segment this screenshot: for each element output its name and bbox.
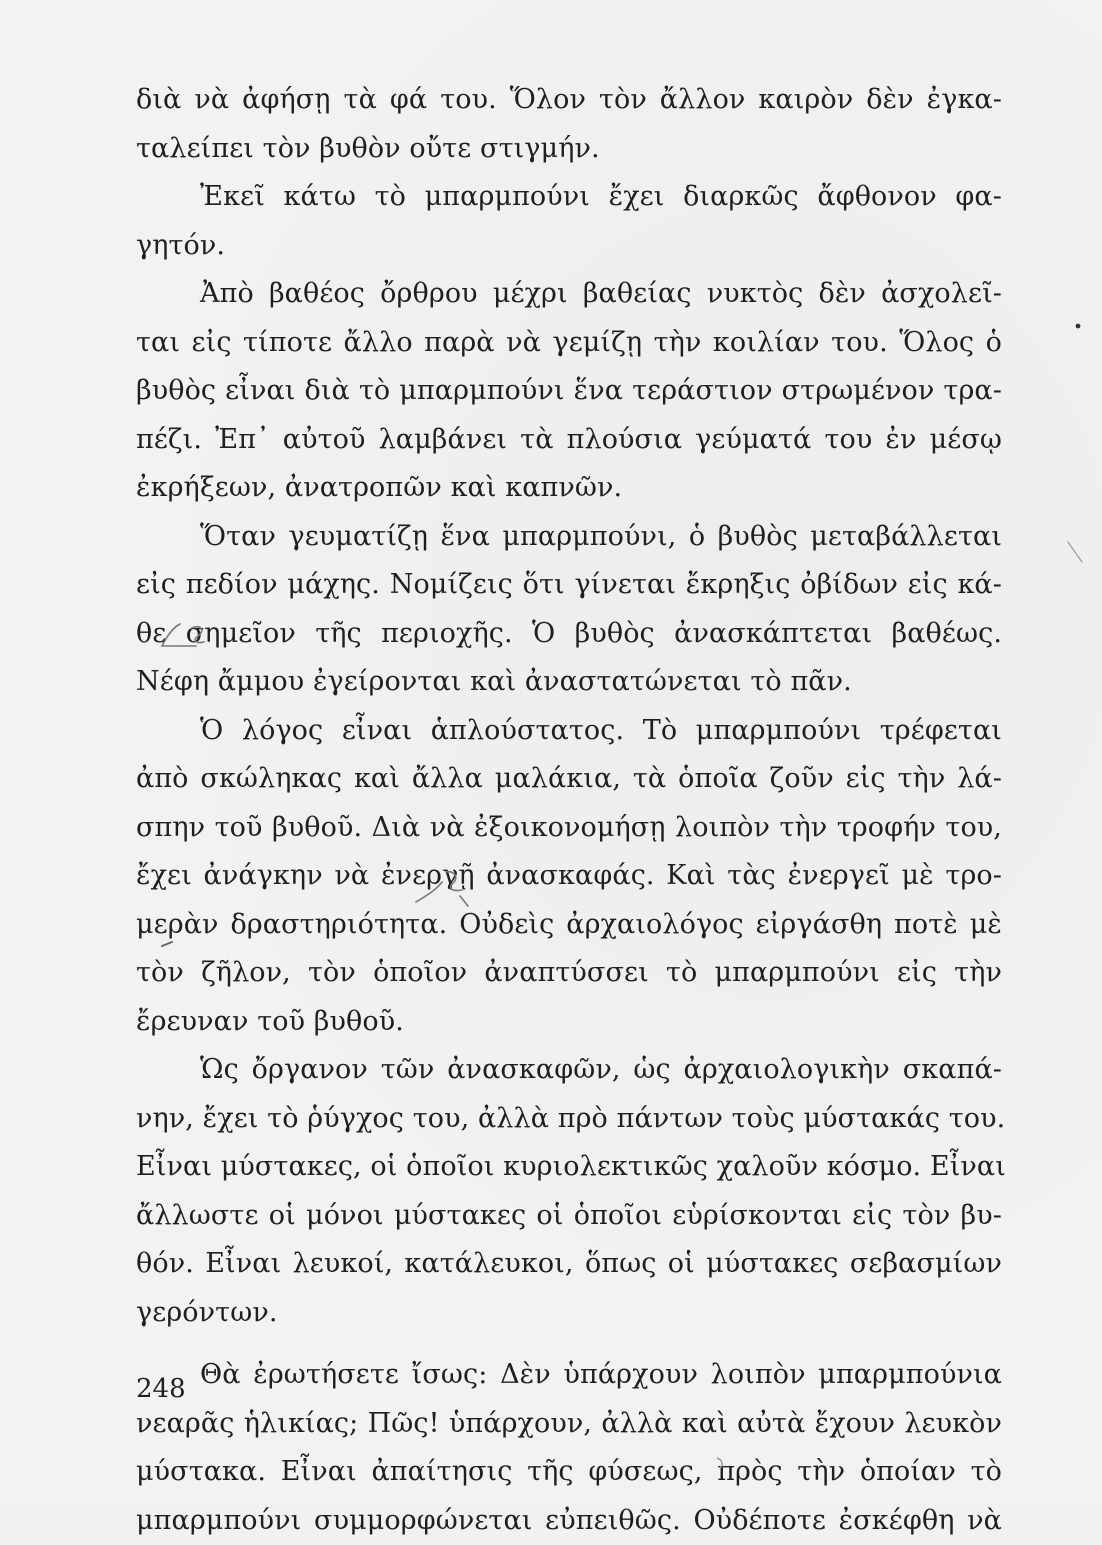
paragraph (136, 513, 1002, 707)
text-line: γερόντων. (136, 1289, 1002, 1338)
text-line: εἰς πεδίον μάχης. Νομίζεις ὅτι γίνεται ἔκρηξις ὀβίδων εἰς κά- (136, 561, 1002, 610)
paragraph (136, 1351, 1002, 1545)
text-line: ται εἰς τίποτε ἄλλο παρὰ νὰ γεμίζῃ τὴν κοιλίαν του. Ὅλος ὁ (136, 319, 1002, 368)
paragraph (136, 173, 1002, 270)
paragraph (136, 76, 1002, 173)
text-line: διὰ νὰ ἀφήσῃ τὰ φά του. Ὅλον τὸν ἄλλον καιρὸν δὲν ἐγκα- (136, 76, 1002, 125)
text-line: γητόν. (136, 222, 1002, 271)
text-line: βυθὸς εἶναι διὰ τὸ μπαρμπούνι ἕνα τεράστιον στρωμένον τρα- (136, 367, 1002, 416)
text-line: μπαρμπούνι συμμορφώνεται εὐπειθῶς. Οὐδέποτε ἐσκέφθη νὰ (136, 1497, 1002, 1545)
text-line: Ὁ λόγος εἶναι ἁπλούστατος. Τὸ μπαρμπούνι τρέφεται (136, 707, 1002, 756)
text-line: ἄλλωστε οἱ μόνοι μύστακες οἱ ὁποῖοι εὑρίσκονται εἰς τὸν βυ- (136, 1192, 1002, 1241)
text-line: Ὡς ὄργανον τῶν ἀνασκαφῶν, ὡς ἀρχαιολογικὴν σκαπά- (136, 1046, 1002, 1095)
paragraph-gap (136, 1337, 1002, 1351)
text-line: θε σημεῖον τῆς περιοχῆς. Ὁ βυθὸς ἀνασκάπτεται βαθέως. (136, 610, 1002, 659)
text-line: τὸν ζῆλον, τὸν ὁποῖον ἀναπτύσσει τὸ μπαρμπούνι εἰς τὴν (136, 949, 1002, 998)
paragraph (136, 1046, 1002, 1337)
body-text (136, 76, 1002, 1545)
text-line: Εἶναι μύστακες, οἱ ὁποῖοι κυριολεκτικῶς χαλοῦν κόσμο. Εἶναι (136, 1143, 1002, 1192)
text-line: νεαρᾶς ἡλικίας; Πῶς! ὑπάρχουν, ἀλλὰ καὶ αὐτὰ ἔχουν λευκὸν (136, 1400, 1002, 1449)
text-line: ἀπὸ σκώληκας καὶ ἄλλα μαλάκια, τὰ ὁποῖα ζοῦν εἰς τὴν λά- (136, 755, 1002, 804)
text-line: μύστακα. Εἶναι ἀπαίτησις τῆς φύσεως, πρὸς τὴν ὁποίαν τὸ (136, 1448, 1002, 1497)
margin-stroke-icon (1066, 540, 1086, 566)
paragraph (136, 270, 1002, 513)
text-line: σπην τοῦ βυθοῦ. Διὰ νὰ ἐξοικονομήσῃ λοιπὸν τὴν τροφήν του, (136, 804, 1002, 853)
text-line: Νέφη ἄμμου ἐγείρονται καὶ ἀναστατώνεται τὸ πᾶν. (136, 658, 1002, 707)
text-line: Ἀπὸ βαθέος ὄρθρου μέχρι βαθείας νυκτὸς δὲν ἀσχολεῖ- (136, 270, 1002, 319)
paragraph (136, 707, 1002, 1047)
margin-dot-icon (1074, 322, 1082, 330)
text-line: Ὅταν γευματίζῃ ἕνα μπαρμπούνι, ὁ βυθὸς μεταβάλλεται (136, 513, 1002, 562)
text-line: θόν. Εἶναι λευκοί, κατάλευκοι, ὅπως οἱ μύστακες σεβασμίων (136, 1240, 1002, 1289)
text-line: ἔχει ἀνάγκην νὰ ἐνεργῇ ἀνασκαφάς. Καὶ τὰς ἐνεργεῖ μὲ τρο- (136, 852, 1002, 901)
text-line: νην, ἔχει τὸ ῥύγχος του, ἀλλὰ πρὸ πάντων τοὺς μύστακάς του. (136, 1095, 1002, 1144)
text-line: Ἐκεῖ κάτω τὸ μπαρμπούνι ἔχει διαρκῶς ἄφθονον φα- (136, 173, 1002, 222)
text-line: μερὰν δραστηριότητα. Οὐδεὶς ἀρχαιολόγος εἰργάσθη ποτὲ μὲ (136, 901, 1002, 950)
text-line: πέζι. Ἐπ᾽ αὐτοῦ λαμβάνει τὰ πλούσια γεύματά του ἐν μέσῳ (136, 416, 1002, 465)
text-line: ταλείπει τὸν βυθὸν οὔτε στιγμήν. (136, 125, 1002, 174)
text-line: ἐκρήξεων, ἀνατροπῶν καὶ καπνῶν. (136, 464, 1002, 513)
text-line: ἔρευναν τοῦ βυθοῦ. (136, 998, 1002, 1047)
page-number: 248 (136, 1374, 186, 1404)
text-line: Θὰ ἐρωτήσετε ἴσως: Δὲν ὑπάρχουν λοιπὸν μπαρμπούνια (136, 1351, 1002, 1400)
